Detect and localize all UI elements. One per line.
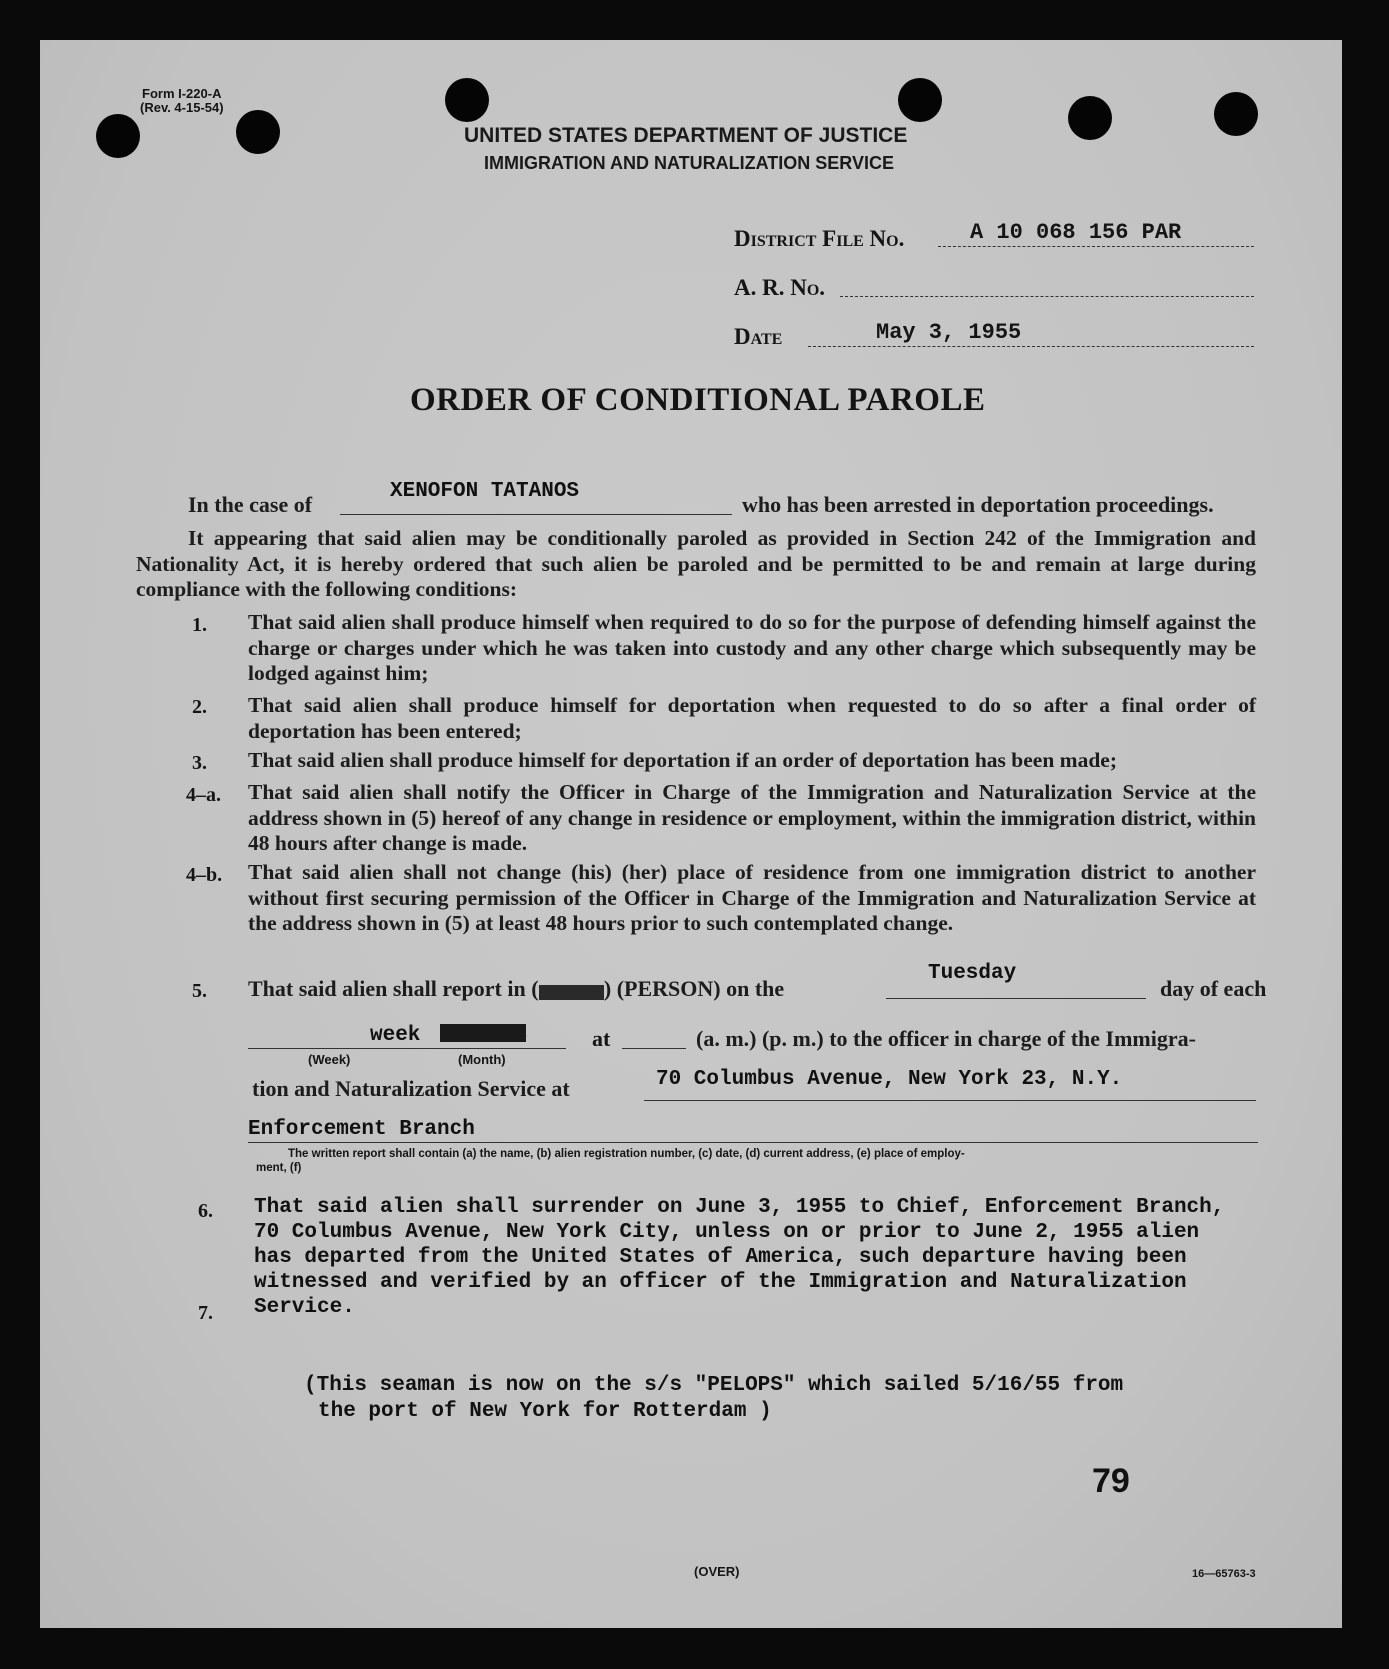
document-title: ORDER OF CONDITIONAL PAROLE <box>410 382 986 418</box>
condition6-line: Service. <box>254 1296 355 1319</box>
condition-number: 5. <box>192 980 207 1002</box>
condition-text: That said alien shall not change (his) (her) place of residence from one immigration district to another without first securing permission of the Officer in Charge of the Immigration and Naturalization Service at the address shown in (5) at least 48 hours prior to such contemplated change. <box>248 860 1256 935</box>
condition-text: That said alien shall produce himself when required to do so for the purpose of defending himself against the charge or charges under which he was taken into custody and any other charge which subsequently may be lodged against him; <box>248 610 1256 685</box>
condition-text: That said alien shall notify the Officer in Charge of the Immigration and Naturalization Service at the address shown in (5) hereof of any change in residence or employment, within the immigration district, within 48 hours after change is made. <box>248 780 1256 855</box>
ar-number-label: A. R. No. <box>734 275 826 300</box>
report-note-line2: ment, (f) <box>256 1162 302 1174</box>
condition6-line: witnessed and verified by an officer of the Immigration and Naturalization <box>254 1271 1187 1294</box>
page-number: 79 <box>1092 1462 1130 1500</box>
report-day: Tuesday <box>928 962 1017 985</box>
condition-number: 3. <box>192 752 207 774</box>
seaman-note-line: (This seaman is now on the s/s "PELOPS" which sailed 5/16/55 from <box>304 1374 1124 1397</box>
condition-number: 6. <box>198 1200 213 1222</box>
branch-name: Enforcement Branch <box>248 1118 475 1141</box>
day-line <box>886 998 1146 999</box>
report-week: week <box>370 1024 421 1047</box>
district-file-line <box>938 246 1254 247</box>
intro-paragraph: It appearing that said alien may be conditionally paroled as provided in Section 242 of the Immigration and Nationality Act, it is hereby ordered that such alien be paroled and be permitted to be and remain at large during compliance with the following conditions: <box>136 526 1256 601</box>
service-heading: IMMIGRATION AND NATURALIZATION SERVICE <box>484 153 894 173</box>
seaman-note-line: the port of New York for Rotterdam ) <box>318 1400 772 1423</box>
condition6-line: has departed from the United States of America, such departure having been <box>254 1246 1187 1269</box>
punch-hole <box>898 78 942 122</box>
date-value: May 3, 1955 <box>876 320 1022 345</box>
condition5-text-a: That said alien shall report in ( <box>248 976 539 1001</box>
week-label: (Week) <box>308 1052 351 1067</box>
condition5-text-b: ) (PERSON) on the <box>603 976 785 1001</box>
district-file-value: A 10 068 156 PAR <box>970 220 1182 245</box>
agency-heading: UNITED STATES DEPARTMENT OF JUSTICE <box>464 124 908 147</box>
condition-number: 4–a. <box>186 784 221 806</box>
condition-number: 1. <box>192 614 207 636</box>
punch-hole <box>236 110 280 154</box>
time-line <box>622 1048 686 1049</box>
month-label: (Month) <box>458 1052 506 1067</box>
week-line <box>248 1048 566 1049</box>
condition5-at: at <box>592 1026 611 1051</box>
condition5-text-d: tion and Naturalization Service at <box>252 1076 570 1101</box>
ar-number-line <box>840 296 1254 297</box>
condition6-line: 70 Columbus Avenue, New York City, unless on or prior to June 2, 1955 alien <box>254 1221 1200 1244</box>
punch-hole <box>1214 92 1258 136</box>
case-name-line <box>340 514 732 515</box>
district-file-label: District File No. <box>734 226 905 251</box>
condition-number: 2. <box>192 696 207 718</box>
report-note-line1: The written report shall contain (a) the name, (b) alien registration number, (c) date, (d) current address, (e) place of employ- <box>288 1148 965 1160</box>
case-name: XENOFON TATANOS <box>390 480 580 503</box>
month-struck: XXXXXXXXX <box>440 1024 527 1042</box>
address-line <box>644 1100 1256 1101</box>
over-label: (OVER) <box>694 1564 740 1579</box>
case-suffix: who has been arrested in deportation proceedings. <box>742 492 1214 517</box>
punch-hole <box>445 78 489 122</box>
form-revision: (Rev. 4-15-54) <box>140 100 224 115</box>
condition5-line1 <box>248 976 784 1002</box>
date-label: Date <box>734 324 783 349</box>
condition-number: 4–b. <box>186 864 223 886</box>
date-line <box>808 346 1254 347</box>
condition5-text-c: day of each <box>1160 976 1267 1001</box>
condition-text: That said alien shall produce himself for deportation if an order of deportation has been made; <box>248 748 1117 772</box>
punch-hole <box>96 114 140 158</box>
condition-text: That said alien shall produce himself for deportation when requested to do so after a final order of deportation has been entered; <box>248 693 1256 743</box>
writing-struck: WRITING <box>538 985 604 1000</box>
branch-line <box>248 1142 1258 1143</box>
condition6-line: That said alien shall surrender on June 3, 1955 to Chief, Enforcement Branch, <box>254 1196 1225 1219</box>
office-address: 70 Columbus Avenue, New York 23, N.Y. <box>656 1068 1123 1091</box>
case-prefix: In the case of <box>188 492 313 517</box>
punch-hole <box>1068 96 1112 140</box>
form-number: Form I-220-A <box>142 86 222 101</box>
document-page <box>40 40 1342 1628</box>
condition-number: 7. <box>198 1302 213 1324</box>
condition5-ampm: (a. m.) (p. m.) to the officer in charge of the Immigra- <box>696 1026 1196 1051</box>
form-print-code: 16—65763-3 <box>1192 1568 1256 1580</box>
